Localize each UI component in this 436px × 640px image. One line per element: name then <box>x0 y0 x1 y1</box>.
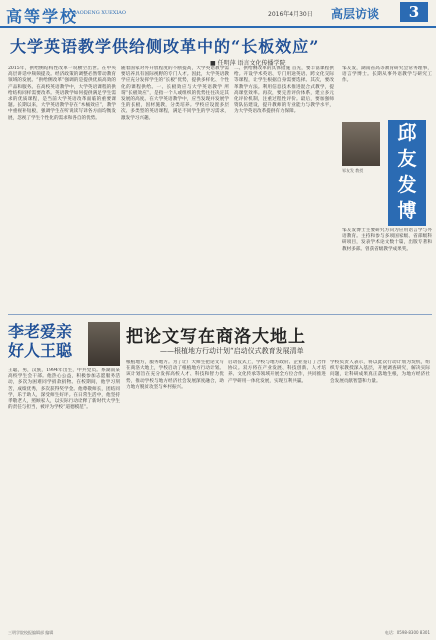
bottom-article-subtitle: ——根植地方行动计划“启动仪式教育发展清单 <box>160 347 304 355</box>
bottom-article-column-1: 根植地方，服务地方。为了让广大师生把论文写在商洛大地上，学校启动了根植地方行动计划。该计划旨在充分发挥高校人才、科技和智力优势，推动学校与地方经济社会发展深度融合，助力地方脱贫攻坚与乡村振兴。 <box>126 360 224 390</box>
masthead: 高等学校 <box>6 7 79 26</box>
photo-caption: 邹友发 教授 <box>342 168 364 173</box>
badge-char: 发 <box>397 174 417 196</box>
section-divider <box>8 314 432 315</box>
masthead-english: GAODENG XUEXIAO <box>72 10 126 16</box>
bottom-article-column-3: 学校负责人表示，将以此次行动计划为契机，组织专家教授深入基层，开展调查研究，解决实际问题，让科研成果真正落地生根，为地方经济社会发展贡献智慧和力量。 <box>330 360 430 384</box>
article-title: 大学英语教学供给侧改革中的“长板效应” <box>10 37 320 56</box>
footer-right: 电话：0598-8300 8301 <box>384 630 430 635</box>
article-column-1: 2015年，供给侧结构性改革一说横空出世。在中央高层讲话中频频提及。经济政策的调整必然带动教育领域的发展。“供给侧改革”强调的是提供优质高效的产品和服务。在高校英语教学中，大学英语课程的供给结构同样需要改革。英语教学如何提供满足学生需求的优质课程，是当前大学英语改革面临的重要课题。长期以来，大学英语教学存在“木桶效应”，教学中重视补短板，强调学生在听说读写译各方面均衡发展，忽视了学生个性化的需求和各自的优势。 <box>8 66 116 121</box>
profile-body: 邹友发博士主要研究方向为应用语言学与外语教育。主持和参与多项国家级、省部级科研项目，发表学术论文数十篇，出版专著和教材多部。曾获省级教学成果奖。 <box>342 228 432 252</box>
article-column-2: 随着国家对外开放程度的不断提高，大学英语教学需要培养具有国际视野的专门人才。因此，大学英语教学应充分发挥学生的“长板”优势，提供多样化、个性化的课程供给。一、长板效应与大学英语教学 所谓“长板效应”，是指一个人或组织的优势往往决定其发展的高度。在大学英语教学中，应当发现并发展学生的长板，因材施教，分类培养。学校应设置多层次、多类型的英语课程，满足不同学生的学习需求，激发学习兴趣。 <box>121 66 229 121</box>
article-byline: ■ 任明萍 语言文化传播学院 <box>210 60 286 67</box>
footer-left: 三明学院校报编辑部 编辑 <box>8 630 54 635</box>
profile-intro: 邹友发，湖南省高等教育研究会常务理事，语言学博士。长期从事外语教学与研究工作。 <box>342 66 432 84</box>
article-column-3: 二、供给侧改革的具体措施 首先，要丰富课程供给。开设学术英语、专门用途英语、跨文化交际等课程，让学生根据自身需要选择。其次，要改革教学方法。利用信息技术推进混合式教学，提高课堂效率。再次，要完善评价体系，建立多元化评价机制，注重过程性评价。最后，要加强师资队伍建设，提升教师的专业能力与教学水平，为大学英语改革提供有力保障。 <box>234 66 334 115</box>
bottom-article-column-2: 启动仪式上，学校与地方政府、企业签订了合作协议。双方将在产业发展、科技创新、人才培养、文化传承等领域开展全方位合作，共同推进产学研用一体化发展，实现互利共赢。 <box>228 360 326 384</box>
publication-date: 2016年4月30日 <box>268 11 313 18</box>
section-name: 高层访谈 <box>331 7 380 21</box>
feature-title: 李老爱亲好人王聪 <box>8 322 73 360</box>
portrait-photo <box>342 122 380 166</box>
badge-char: 邱 <box>397 122 417 144</box>
page-number: 3 <box>400 2 428 22</box>
bottom-article-title: 把论文写在商洛大地上 <box>126 327 306 347</box>
badge-char: 友 <box>397 148 417 170</box>
profile-badge <box>388 120 426 226</box>
badge-char: 博 <box>397 200 417 222</box>
feature-text: 王聪，男，汉族，1994年出生，中共党员。系湖南某高校学生会干部。他热心公益，积极参加志愿服务活动，多次为困难同学捐款捐物。在校期间，他学习刻苦，成绩优秀，多次获得奖学金。他尊敬师长，团结同学，乐于助人，深受师生好评。在日常生活中，他坚持孝敬老人，照顾家人，以实际行动诠释了新时代大学生的责任与担当，被评为学校“道德模范”。 <box>8 368 120 411</box>
feature-photo <box>88 322 120 366</box>
